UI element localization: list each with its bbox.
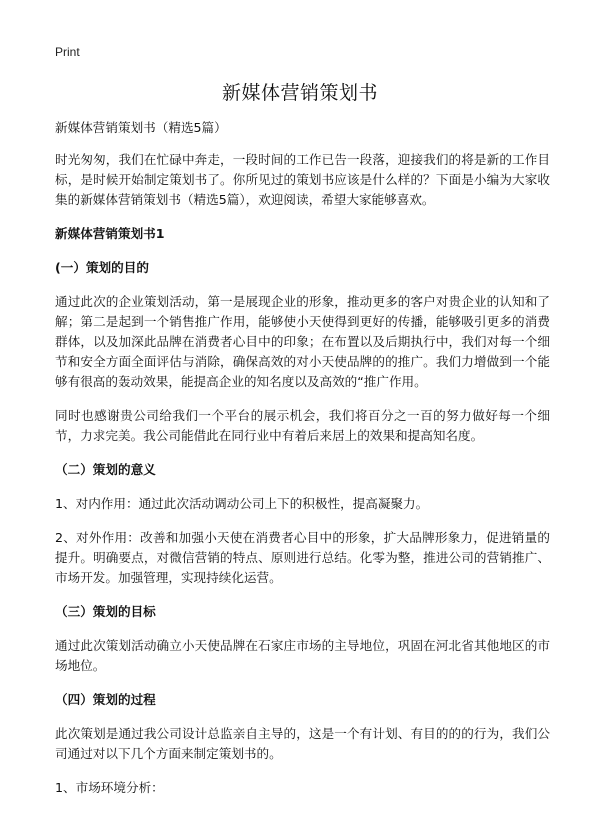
subheading-significance: （二）策划的意义: [55, 462, 156, 477]
paragraph-process: 此次策划是通过我公司设计总监亲自主导的，这是一个有计划、有目的的的行为，我们公司通过对以下几个方面来制定策划书的。: [55, 726, 550, 761]
document-body: [55, 118, 550, 798]
paragraph-thanks: 同时也感谢贵公司给我们一个平台的展示机会，我们将百分之一百的努力做好每一个细节，力求完美。我公司能借此在同行业中有着后来居上的效果和提高知名度。: [55, 408, 550, 443]
paragraph-external-effect: 2、对外作用：改善和加强小天使在消费者心目中的形象，扩大品牌形象力，促进销量的提升。明确要点，对微信营销的特点、原则进行总结。化零为整，推进公司的营销推广、市场开发。加强管理，实现持续化运营。: [55, 530, 550, 585]
subtitle: 新媒体营销策划书（精选5篇）: [55, 120, 227, 135]
intro-paragraph: 时光匆匆，我们在忙碌中奔走，一段时间的工作已告一段落，迎接我们的将是新的工作目标，是时候开始制定策划书了。你所见过的策划书应该是什么样的？下面是小编为大家收集的新媒体营销策划书（精选5篇），欢迎阅读，希望大家能够喜欢。: [55, 152, 550, 207]
section-heading: 新媒体营销策划书1: [55, 226, 165, 241]
print-label: Print: [55, 45, 80, 59]
page-title: 新媒体营销策划书: [221, 82, 378, 104]
paragraph-purpose: 通过此次的企业策划活动，第一是展现企业的形象，推动更多的客户对贵企业的认知和了解；第二是起到一个销售推广作用，能够使小天使得到更好的传播，能够吸引更多的消费群体，以及加深此品牌在消费者心目中的印象；在布置以及后期执行中，我们对每一个细节和安全方面全面评估与消除，确保高效的对小天使品牌的的推广。我们力增做到一个能够有很高的轰动效果，能提高企业的知名度以及高效的“推广作用。: [55, 294, 550, 389]
subheading-process: （四）策划的过程: [55, 692, 156, 707]
paragraph-internal-effect: 1、对内作用：通过此次活动调动公司上下的积极性，提高凝聚力。: [55, 496, 429, 511]
paragraph-goal: 通过此次策划活动确立小天使品牌在石家庄市场的主导地位，巩固在河北省其他地区的市场地位。: [55, 638, 550, 673]
paragraph-market-analysis: 1、市场环境分析：: [55, 780, 164, 795]
subheading-purpose: (一）策划的目的: [55, 260, 149, 275]
subheading-goal: （三）策划的目标: [55, 604, 156, 619]
